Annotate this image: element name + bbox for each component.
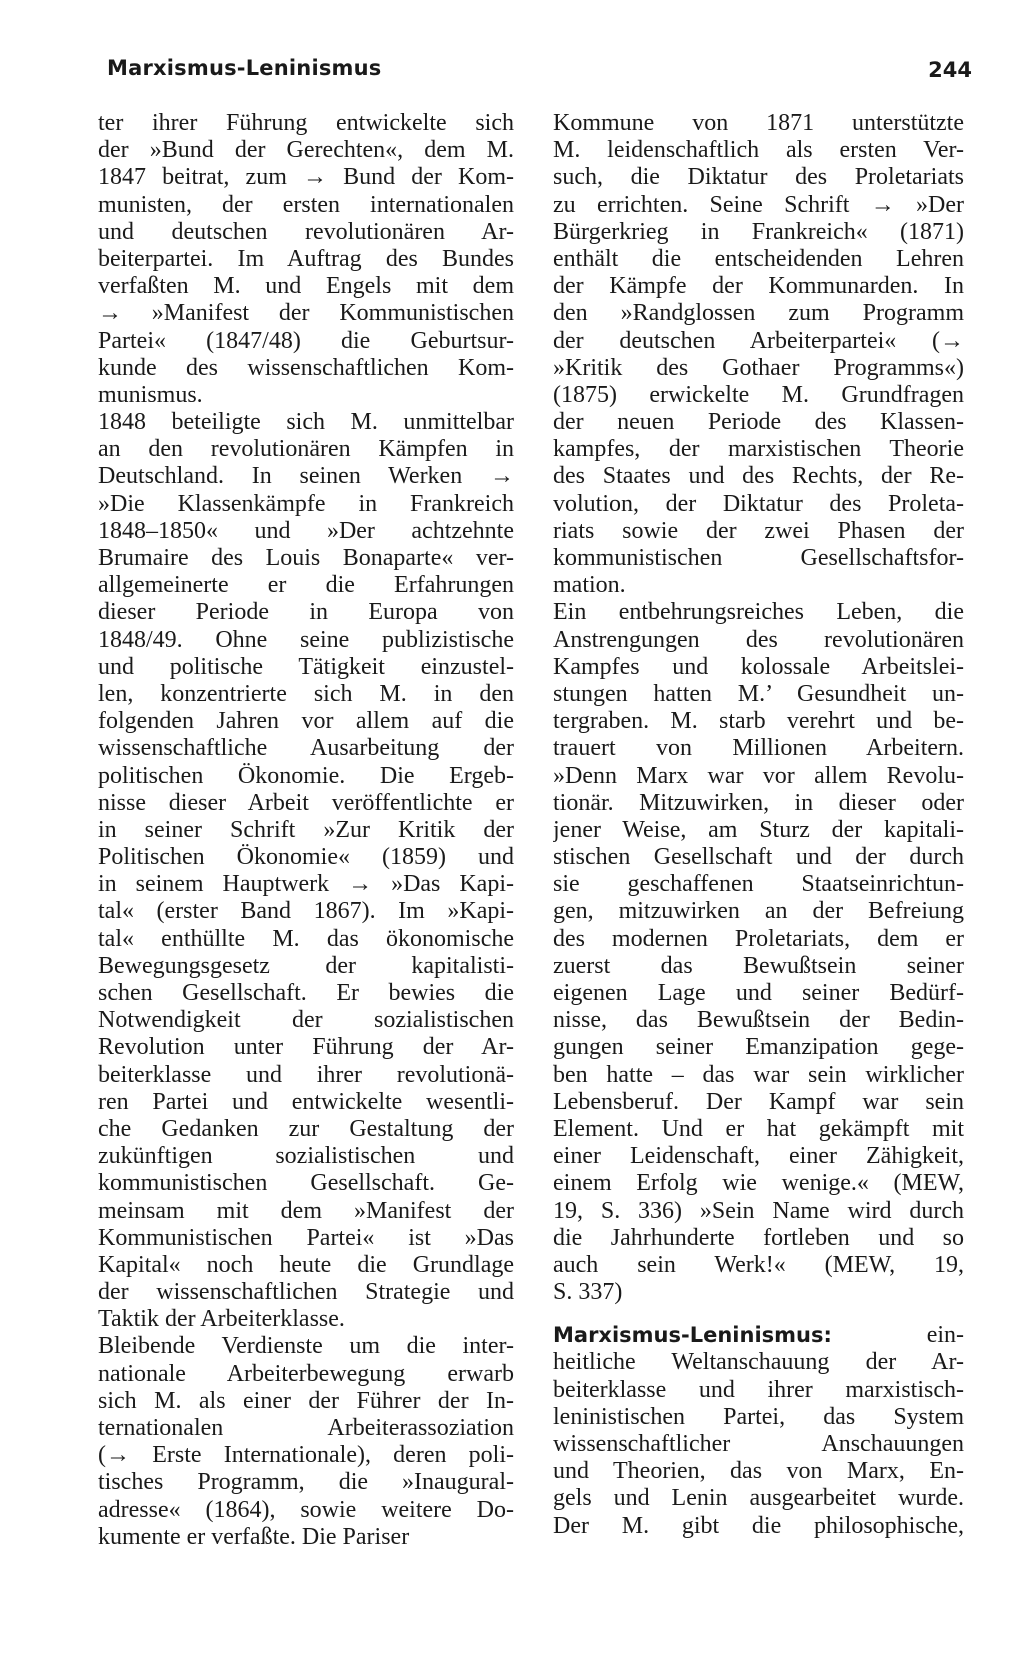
- right-text-column: [553, 110, 964, 1540]
- text-line: tisches Programm, die »Inaugural-: [98, 1469, 514, 1496]
- running-title: Marxismus-Leninismus: [107, 56, 382, 80]
- text-line: Partei« (1847/48) die Geburtsur-: [98, 327, 514, 354]
- text-line: nisse, das Bewußtsein der Bedin-: [553, 1007, 964, 1034]
- text-line: Deutschland. In seinen Werken →: [98, 463, 514, 490]
- text-line: tionär. Mitzuwirken, in dieser oder: [553, 789, 964, 816]
- text-line: Notwendigkeit der sozialistischen: [98, 1007, 514, 1034]
- entry-keyword: Marxismus-Leninismus:: [553, 1323, 832, 1348]
- text-line: kommunistischen Gesellschaft. Ge-: [98, 1170, 514, 1197]
- text-line: und deutschen revolutionären Ar-: [98, 218, 514, 245]
- text-line: gels und Lenin ausgearbeitet wurde.: [553, 1485, 964, 1512]
- text-line: beiterklasse und ihrer marxistisch-: [553, 1376, 964, 1403]
- entry-heading-line: [553, 1322, 964, 1349]
- text-line: verfaßten M. und Engels mit dem: [98, 273, 514, 300]
- text-line: ren Partei und entwickelte wesentli-: [98, 1088, 514, 1115]
- text-line: und Theorien, das von Marx, En-: [553, 1458, 964, 1485]
- text-line: nisse dieser Arbeit veröffentlichte er: [98, 789, 514, 816]
- text-line: gungen seiner Emanzipation gege-: [553, 1034, 964, 1061]
- text-line: len, konzentrierte sich M. in den: [98, 680, 514, 707]
- text-line: Kommune von 1871 unterstützte: [553, 110, 964, 136]
- text-line: Kapital« noch heute die Grundlage: [98, 1251, 514, 1278]
- article-marxismus-leninismus: [553, 1349, 964, 1539]
- text-line: Anstrengungen des revolutionären: [553, 626, 964, 653]
- text-line: stischen Gesellschaft und der durch: [553, 844, 964, 871]
- text-line: folgenden Jahren vor allem auf die: [98, 708, 514, 735]
- text-line: enthält die entscheidenden Lehren: [553, 245, 964, 272]
- text-line: Bleibende Verdienste um die inter-: [98, 1333, 514, 1360]
- text-line: einem Erfolg wie wenige.« (MEW,: [553, 1170, 964, 1197]
- text-line: riats sowie der zwei Phasen der: [553, 517, 964, 544]
- text-line: ben hatte – das war sein wirklicher: [553, 1061, 964, 1088]
- text-line: ter ihrer Führung entwickelte sich: [98, 110, 514, 136]
- text-line: in seiner Schrift »Zur Kritik der: [98, 816, 514, 843]
- text-line: Der M. gibt die philosophische,: [553, 1512, 964, 1539]
- text-line: Politischen Ökonomie« (1859) und: [98, 844, 514, 871]
- text-line: tergraben. M. starb verehrt und be-: [553, 708, 964, 735]
- text-line: Kommunistischen Partei« ist »Das: [98, 1224, 514, 1251]
- text-line: ternationalen Arbeiterassoziation: [98, 1415, 514, 1441]
- text-line: »Die Klassenkämpfe in Frankreich: [98, 490, 514, 517]
- text-line: volution, der Diktatur des Proleta-: [553, 490, 964, 517]
- text-line: zu errichten. Seine Schrift → »Der: [553, 191, 964, 218]
- text-line: sie geschaffenen Staatseinrichtun-: [553, 871, 964, 898]
- text-line: des Staates und des Rechts, der Re-: [553, 463, 964, 490]
- text-line: munismus.: [98, 381, 203, 408]
- text-line: politischen Ökonomie. Die Ergeb-: [98, 762, 514, 789]
- text-line: 1848 beteiligte sich M. unmittelbar: [98, 409, 514, 436]
- text-line: beiterpartei. Im Auftrag des Bundes: [98, 245, 514, 272]
- text-line: trauert von Millionen Arbeitern.: [553, 735, 964, 762]
- text-line: leninistischen Partei, das System: [553, 1403, 964, 1430]
- text-line: tal« (erster Band 1867). Im »Kapi-: [98, 898, 514, 925]
- text-line: Lebensberuf. Der Kampf war sein: [553, 1088, 964, 1115]
- text-line: einer Leidenschaft, einer Zähigkeit,: [553, 1143, 964, 1170]
- text-line: Bewegungsgesetz der kapitalisti-: [98, 952, 514, 979]
- page-number: 244: [928, 58, 972, 82]
- text-line: des modernen Proletariats, dem er: [553, 925, 964, 952]
- text-line: jener Weise, am Sturz der kapitali-: [553, 816, 964, 843]
- text-line: in seinem Hauptwerk → »Das Kapi-: [98, 871, 514, 898]
- text-line: den »Randglossen zum Programm: [553, 300, 964, 327]
- text-line: gen, mitzuwirken an der Befreiung: [553, 898, 964, 925]
- article-marx-continuation: [553, 110, 964, 1306]
- text-line: die Jahrhunderte fortleben und so: [553, 1224, 964, 1251]
- text-line: beiterklasse und ihrer revolutionä-: [98, 1061, 514, 1088]
- text-line: meinsam mit dem »Manifest der: [98, 1197, 514, 1224]
- text-line: »Kritik des Gothaer Programms«): [553, 354, 964, 381]
- text-line: »Denn Marx war vor allem Revolu-: [553, 762, 964, 789]
- text-line: zukünftigen sozialistischen und: [98, 1143, 514, 1170]
- text-line: Kampfes und kolossale Arbeitslei-: [553, 653, 964, 680]
- text-line: 1848–1850« und »Der achtzehnte: [98, 517, 514, 544]
- text-line: allgemeinerte er die Erfahrungen: [98, 572, 514, 599]
- text-line: Ein entbehrungsreiches Leben, die: [553, 599, 964, 626]
- text-line: 1848/49. Ohne seine publizistische: [98, 626, 514, 653]
- text-line: (1875) erwickelte M. Grundfragen: [553, 381, 964, 408]
- text-line: such, die Diktatur des Proletariats: [553, 164, 964, 191]
- text-line: S. 337): [553, 1279, 623, 1306]
- text-line: der wissenschaftlichen Strategie und: [98, 1279, 514, 1306]
- text-line: wissenschaftliche Ausarbeitung der: [98, 735, 514, 762]
- text-line: Bürgerkrieg in Frankreich« (1871): [553, 218, 964, 245]
- text-line: der Kämpfe der Kommunarden. In: [553, 273, 964, 300]
- text-line: kampfes, der marxistischen Theorie: [553, 436, 964, 463]
- text-line: adresse« (1864), sowie weitere Do-: [98, 1496, 514, 1523]
- entry-separator: [553, 1306, 964, 1322]
- text-line: stungen hatten M.’ Gesundheit un-: [553, 680, 964, 707]
- text-line: zuerst das Bewußtsein seiner: [553, 952, 964, 979]
- text-line: mation.: [553, 572, 626, 599]
- text-line: auch sein Werk!« (MEW, 19,: [553, 1251, 964, 1278]
- text-line: nationale Arbeiterbewegung erwarb: [98, 1360, 514, 1387]
- text-line: der deutschen Arbeiterpartei« (→: [553, 327, 964, 354]
- text-line: Taktik der Arbeiterklasse.: [98, 1306, 345, 1333]
- entry-first-line-text: ein-: [926, 1322, 964, 1349]
- text-line: 19, S. 336) »Sein Name wird durch: [553, 1197, 964, 1224]
- text-line: eigenen Lage und seiner Bedürf-: [553, 980, 964, 1006]
- text-line: schen Gesellschaft. Er bewies die: [98, 980, 514, 1006]
- text-line: Brumaire des Louis Bonaparte« ver-: [98, 545, 514, 571]
- text-line: sich M. als einer der Führer der In-: [98, 1387, 514, 1414]
- text-line: wissenschaftlicher Anschauungen: [553, 1431, 964, 1457]
- text-line: (→ Erste Internationale), deren poli-: [98, 1442, 514, 1469]
- text-line: M. leidenschaftlich als ersten Ver-: [553, 137, 964, 164]
- text-line: der neuen Periode des Klassen-: [553, 409, 964, 436]
- text-line: Element. Und er hat gekämpft mit: [553, 1115, 964, 1142]
- text-line: 1847 beitrat, zum → Bund der Kom-: [98, 164, 514, 191]
- text-line: der »Bund der Gerechten«, dem M.: [98, 137, 514, 164]
- text-line: und politische Tätigkeit einzustel-: [98, 653, 514, 680]
- text-line: kumente er verfaßte. Die Pariser: [98, 1523, 410, 1550]
- text-line: tal« enthüllte M. das ökonomische: [98, 925, 514, 952]
- text-line: an den revolutionären Kämpfen in: [98, 436, 514, 463]
- text-line: → »Manifest der Kommunistischen: [98, 300, 514, 327]
- text-line: Revolution unter Führung der Ar-: [98, 1034, 514, 1061]
- text-line: dieser Periode in Europa von: [98, 599, 514, 626]
- text-line: che Gedanken zur Gestaltung der: [98, 1115, 514, 1142]
- text-line: kunde des wissenschaftlichen Kom-: [98, 354, 514, 381]
- text-line: kommunistischen Gesellschaftsfor-: [553, 545, 964, 571]
- left-text-column: [98, 110, 514, 1551]
- text-line: munisten, der ersten internationalen: [98, 191, 514, 218]
- text-line: heitliche Weltanschauung der Ar-: [553, 1349, 964, 1376]
